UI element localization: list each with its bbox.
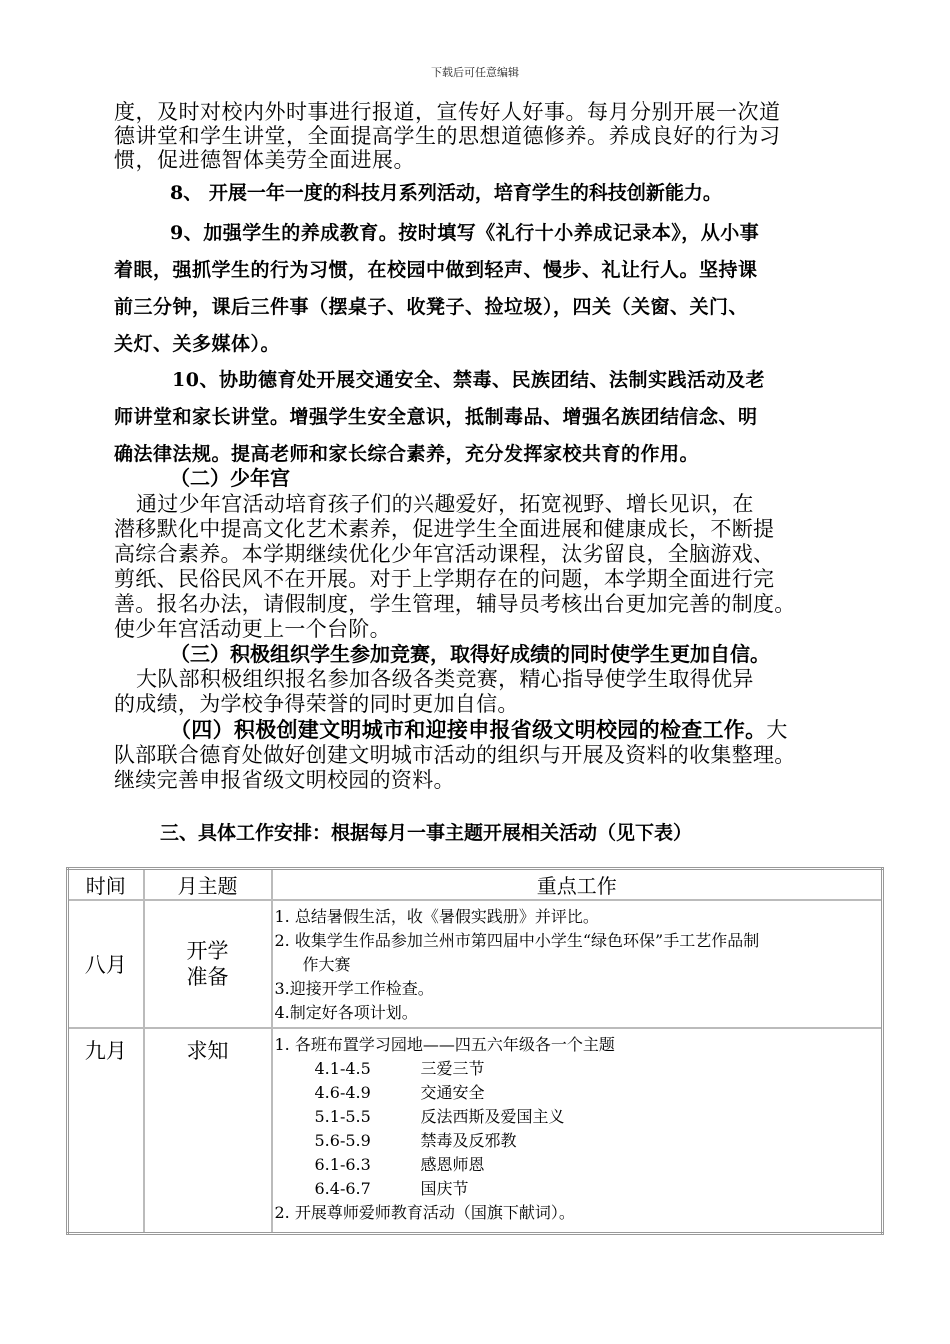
- text-line: 惯，促进德智体美劳全面进展。: [114, 148, 415, 172]
- theme-cell: [144, 900, 272, 1028]
- text-line: 9、加强学生的养成教育。按时填写《礼行十小养成记录本》，从小事: [170, 222, 760, 244]
- text-line: 使少年宫活动更上一个台阶。: [114, 617, 391, 641]
- section-4-title: （四）积极创建文明城市和迎接申报省级文明校园的检查工作。: [170, 717, 767, 742]
- schedule-heading: 三、具体工作安排：根据每月一事主题开展相关活动（见下表）: [160, 822, 693, 844]
- topic-line: [275, 1057, 880, 1081]
- theme-cell: [144, 1028, 272, 1233]
- text-line: 继续完善申报省级文明校园的资料。: [114, 768, 455, 792]
- topic-line: [275, 1177, 880, 1201]
- text-line: 10、协助德育处开展交通安全、禁毒、民族团结、法制实践活动及老: [172, 369, 765, 391]
- table-row: [68, 900, 883, 1028]
- text-line: 关灯、关多媒体）。: [114, 333, 281, 355]
- topic-name: 国庆节: [420, 1179, 469, 1198]
- schedule-table: [66, 867, 884, 1235]
- text-line: 着眼，强抓学生的行为习惯，在校园中做到轻声、慢步、礼让行人。坚持课: [114, 259, 758, 281]
- text-line: 师讲堂和家长讲堂。增强学生安全意识，抵制毒品、增强名族团结信念、明: [114, 406, 758, 428]
- section-4: [114, 717, 874, 793]
- work-cell: [272, 1028, 883, 1233]
- table-header-row: [68, 869, 883, 901]
- topic-range: 5.1-5.5: [314, 1107, 371, 1126]
- section-3-title: （三）积极组织学生参加竞赛，取得好成绩的同时使学生更加自信。: [170, 642, 770, 666]
- item-10: [114, 362, 874, 473]
- section-4-tail: 大: [766, 718, 788, 742]
- text-line: 潜移默化中提高文化艺术素养，促进学生全面进展和健康成长，不断提: [114, 517, 775, 541]
- header-work: 重点工作: [272, 869, 883, 901]
- work-line: 3.迎接开学工作检查。: [274, 979, 434, 998]
- text-line: 的成绩，为学校争得荣誉的同时更加自信。: [114, 692, 519, 716]
- topic-range: 5.6-5.9: [314, 1131, 371, 1150]
- item-9: [114, 215, 874, 363]
- text-line: 剪纸、民俗民风不在开展。对于上学期存在的问题，本学期全面进行完: [114, 567, 775, 591]
- section-2-title: （二）少年宫: [170, 466, 290, 490]
- topic-name: 交通安全: [420, 1083, 485, 1102]
- text-line: 确法律法规。提高老师和家长综合素养，充分发挥家校共育的作用。: [114, 443, 700, 465]
- topic-range: 4.1-4.5: [314, 1059, 371, 1078]
- work-line: 作大赛: [302, 955, 351, 974]
- text-line: 前三分钟，课后三件事（摆桌子、收凳子、捡垃圾），四关（关窗、关门、: [114, 296, 749, 318]
- item-8: 8、 开展一年一度的科技月系列活动，培育学生的科技创新能力。: [170, 182, 722, 204]
- section-2-body: [114, 492, 874, 642]
- topic-name: 三爱三节: [420, 1059, 485, 1078]
- work-line: 2. 收集学生作品参加兰州市第四届中小学生“绿色环保”手工艺作品制: [274, 931, 760, 950]
- topic-line: [275, 1105, 880, 1129]
- work-line: 1. 各班布置学习园地——四五六年级各一个主题: [274, 1035, 615, 1054]
- text-line: 德讲堂和学生讲堂，全面提高学生的思想道德修养。养成良好的行为习: [114, 124, 781, 148]
- topic-name: 感恩师恩: [420, 1155, 485, 1174]
- table-row: [68, 1028, 883, 1233]
- month-cell: 九月: [68, 1028, 144, 1233]
- topic-name: 反法西斯及爱国主义: [420, 1107, 565, 1126]
- work-line: 1. 总结暑假生活，收《暑假实践册》并评比。: [274, 907, 599, 926]
- text-line: 高综合素养。本学期继续优化少年宫活动课程，汰劣留良，全脑游戏、: [114, 542, 775, 566]
- section-3-body: [114, 667, 874, 717]
- paragraph-intro: [114, 100, 874, 172]
- text-line: 队部联合德育处做好创建文明城市活动的组织与开展及资料的收集整理。: [114, 743, 796, 767]
- theme-line: 求知: [186, 1039, 229, 1063]
- work-cell: [272, 900, 883, 1028]
- text-line: 度，及时对校内外时事进行报道，宣传好人好事。每月分别开展一次道: [114, 100, 781, 124]
- topic-line: [275, 1153, 880, 1177]
- work-line: 4.制定好各项计划。: [274, 1003, 418, 1022]
- topic-range: 6.4-6.7: [314, 1179, 371, 1198]
- theme-line: 开学: [186, 939, 229, 963]
- topic-range: 4.6-4.9: [314, 1083, 371, 1102]
- topic-name: 禁毒及反邪教: [420, 1131, 517, 1150]
- topic-line: [275, 1081, 880, 1105]
- theme-line: 准备: [186, 965, 229, 989]
- topic-range: 6.1-6.3: [314, 1155, 371, 1174]
- work-line: 2. 开展尊师爱师教育活动（国旗下献词）。: [274, 1203, 575, 1222]
- text-line: 善。报名办法，请假制度，学生管理，辅导员考核出台更加完善的制度。: [114, 592, 796, 616]
- topic-line: [275, 1129, 880, 1153]
- month-cell: 八月: [68, 900, 144, 1028]
- header-time: 时间: [68, 869, 144, 901]
- text-line: [114, 717, 874, 743]
- text-line: 通过少年宫活动培育孩子们的兴趣爱好，拓宽视野、增长见识，在: [136, 492, 754, 516]
- page-header: 下载后可任意编辑: [431, 66, 519, 79]
- header-theme: 月主题: [144, 869, 272, 901]
- text-line: 大队部积极组织报名参加各级各类竞赛，精心指导使学生取得优异: [136, 667, 754, 691]
